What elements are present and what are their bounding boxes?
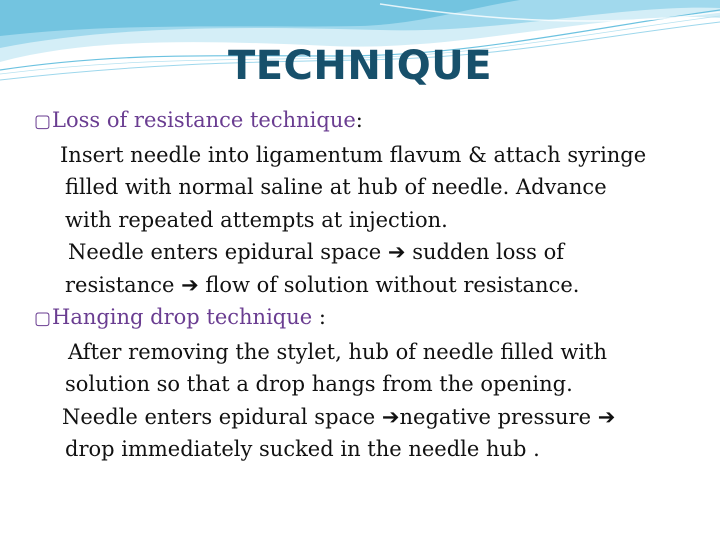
text-segment: Needle enters epidural space <box>68 240 388 264</box>
text-line: drop immediately sucked in the needle hub . <box>65 437 540 461</box>
arrow-right-icon: ➔ <box>381 404 400 429</box>
checkbox-bullet-icon: ▢ <box>34 308 52 329</box>
text-line <box>62 401 694 434</box>
hanging-drop-heading: Hanging drop technique <box>52 305 313 329</box>
bullet-loss-of-resistance <box>34 104 694 139</box>
slide-title: TECHNIQUE <box>227 43 493 89</box>
text-segment: Needle enters epidural space <box>62 404 382 429</box>
text-line: After removing the stylet, hub of needle filled with <box>68 339 608 364</box>
checkbox-bullet-icon: ▢ <box>34 111 52 132</box>
text-segment: resistance <box>65 272 182 297</box>
text-line: Insert needle into ligamentum flavum & attach syringe <box>60 142 647 167</box>
bullet-hanging-drop <box>34 301 694 336</box>
slide-body <box>34 104 694 466</box>
text-line: filled with normal saline at hub of needle. Advance <box>65 175 607 199</box>
arrow-right-icon: ➔ <box>387 240 406 264</box>
text-line <box>65 269 694 302</box>
text-segment: sudden loss of <box>405 240 565 264</box>
loss-of-resistance-colon: : <box>355 108 363 132</box>
loss-of-resistance-heading: Loss of resistance technique <box>52 108 356 132</box>
text-segment: negative pressure <box>399 404 598 429</box>
text-segment: flow of solution without resistance. <box>198 272 580 297</box>
hanging-drop-colon: : <box>312 305 326 329</box>
text-line: with repeated attempts at injection. <box>65 207 448 232</box>
text-line: solution so that a drop hangs from the opening. <box>65 372 573 396</box>
arrow-right-icon: ➔ <box>597 404 616 429</box>
arrow-right-icon: ➔ <box>181 272 199 297</box>
text-line <box>68 236 694 269</box>
